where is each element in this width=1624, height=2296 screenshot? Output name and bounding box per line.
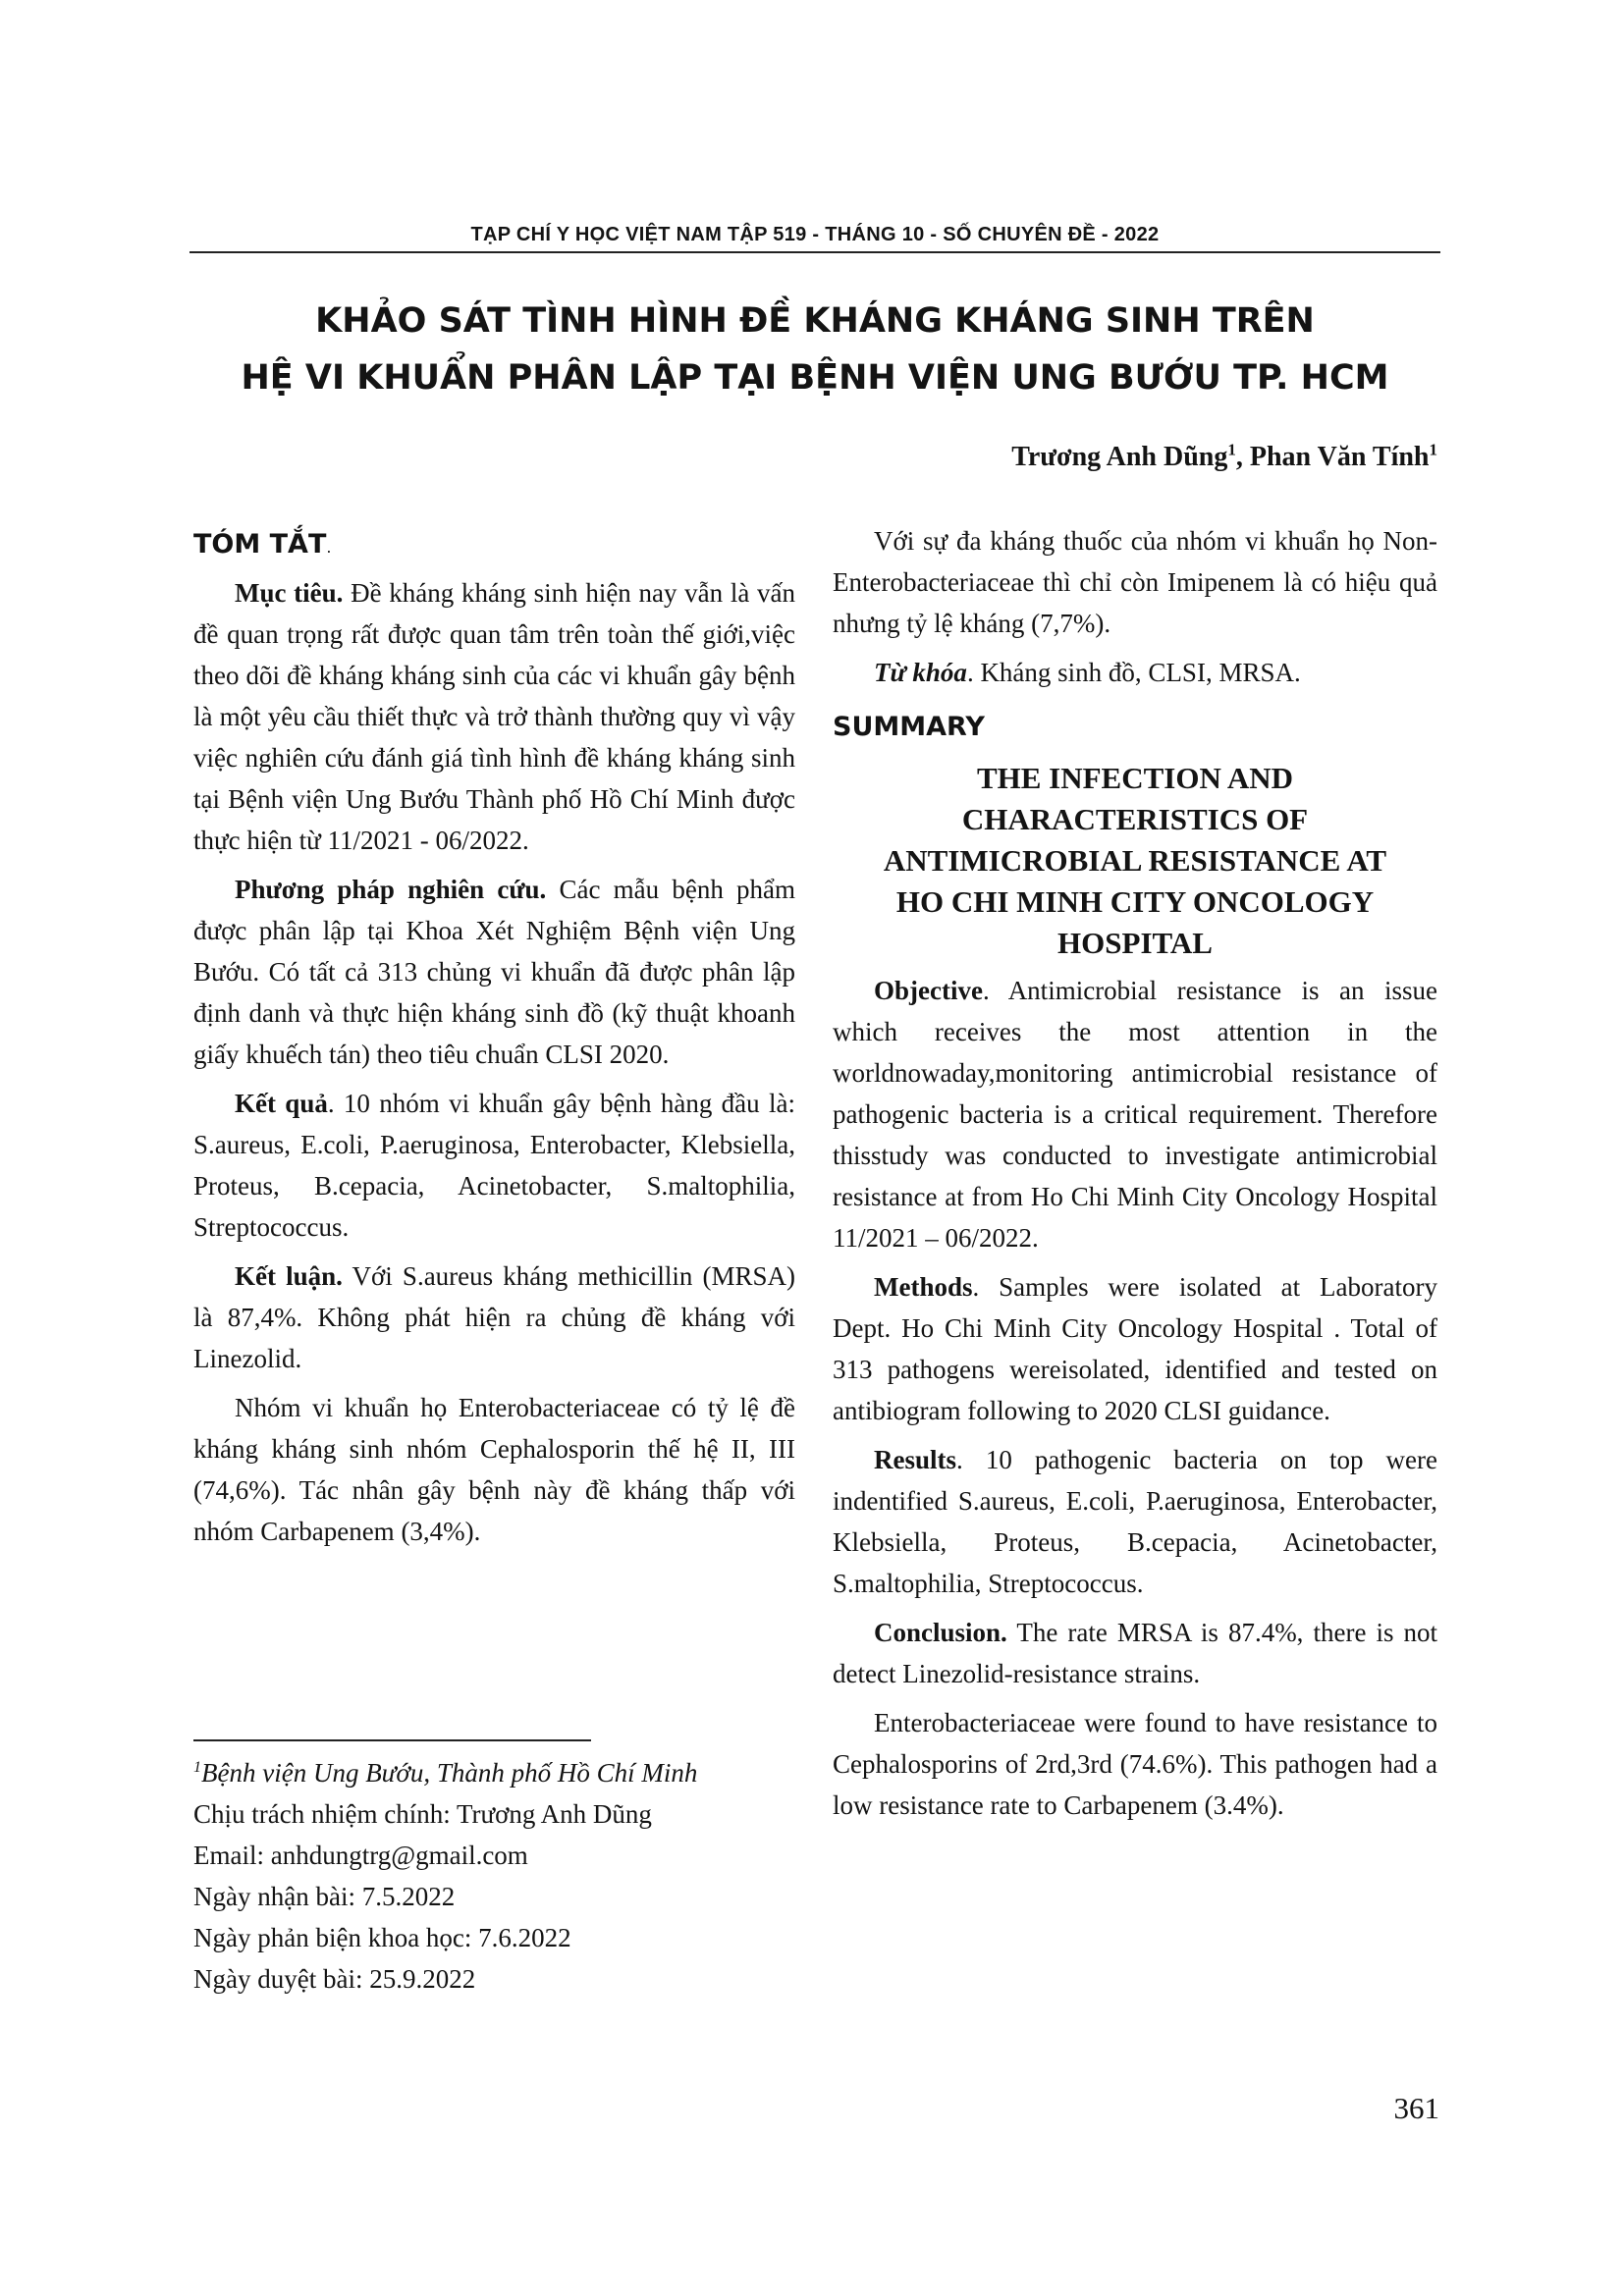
summary-conclusion-text: The rate MRSA is 87.4%, there is not detect Linezolid-resistance strains. xyxy=(833,1618,1437,1688)
right-column xyxy=(833,520,1437,1834)
summary-heading: SUMMARY xyxy=(833,712,985,742)
abstract-heading xyxy=(193,520,795,572)
summary-conclusion xyxy=(833,1612,1437,1694)
abstract-methods-label: Phương pháp nghiên cứu. xyxy=(235,875,547,904)
abstract-non-enterobacteriaceae: Với sự đa kháng thuốc của nhóm vi khuẩn họ Non-Enterobacteriaceae thì chỉ còn Imipenem là có hiệu quả nhưng tỷ lệ kháng (7,7%). xyxy=(833,526,1437,638)
summary-enterobacteriaceae: Enterobacteriaceae were found to have resistance to Cephalosporins of 2rd,3rd (74.6%). This pathogen had a low resistance rate to Carbapenem (3.4%). xyxy=(833,1708,1437,1820)
summary-title xyxy=(833,758,1437,964)
keywords xyxy=(833,652,1437,693)
abstract-objective-label: Mục tiêu. xyxy=(235,578,344,608)
title-line-1: KHẢO SÁT TÌNH HÌNH ĐỀ KHÁNG KHÁNG SINH TRÊN xyxy=(315,301,1315,341)
header-divider xyxy=(189,251,1440,253)
author-1-affiliation: 1 xyxy=(1227,440,1236,459)
abstract-conclusion xyxy=(193,1255,795,1379)
footnote-responsible: Chịu trách nhiệm chính: Trương Anh Dũng xyxy=(193,1799,652,1829)
article-title xyxy=(157,293,1473,406)
summary-title-line-3: ANTIMICROBIAL RESISTANCE AT xyxy=(883,843,1387,878)
summary-methods xyxy=(833,1266,1437,1431)
left-column xyxy=(193,520,795,1560)
abstract-methods xyxy=(193,869,795,1075)
keywords-label: Từ khóa xyxy=(874,658,967,687)
author-separator: , xyxy=(1235,442,1250,472)
abstract-heading-text: TÓM TẮT xyxy=(193,529,327,560)
footnote-affiliation-sup: 1 xyxy=(193,1759,201,1776)
abstract-conclusion-label: Kết luận. xyxy=(235,1261,343,1291)
title-line-2: HỆ VI KHUẨN PHÂN LẬP TẠI BỆNH VIỆN UNG BƯỚU TP. HCM xyxy=(241,358,1389,398)
abstract-methods-text: Các mẫu bệnh phẩm được phân lập tại Khoa Xét Nghiệm Bệnh viện Ung Bướu. Có tất cả 313 chủng vi khuẩn đã được phân lập định danh và thực hiện kháng sinh đồ (kỹ thuật khoanh giấy khuếch tán) theo tiêu chuẩn CLSI 2020. xyxy=(193,875,795,1069)
page-number: 361 xyxy=(1393,2091,1439,2125)
summary-title-line-1: THE INFECTION AND xyxy=(976,761,1294,795)
footnote-email: Email: anhdungtrg@gmail.com xyxy=(193,1841,528,1870)
journal-header: TẠP CHÍ Y HỌC VIỆT NAM TẬP 519 - THÁNG 10 - SỐ CHUYÊN ĐỀ - 2022 xyxy=(470,224,1160,245)
summary-results-text: . 10 pathogenic bacteria on top were indentified S.aureus, E.coli, P.aeruginosa, Enterobacter, Klebsiella, Proteus, B.cepacia, Acinetobacter, S.maltophilia, Streptococcus. xyxy=(833,1445,1437,1598)
summary-objective-label: Objective xyxy=(874,976,983,1005)
abstract-objective xyxy=(193,572,795,861)
footnote-affiliation xyxy=(193,1752,802,1793)
footnote-affiliation-text: Bệnh viện Ung Bướu, Thành phố Hồ Chí Minh xyxy=(201,1758,698,1788)
abstract-objective-text: Đề kháng kháng sinh hiện nay vẫn là vấn đề quan trọng rất được quan tâm trên toàn thế giới,việc theo dõi đề kháng kháng sinh của các vi khuẩn gây bệnh là một yêu cầu thiết thực và trở thành thường quy vì vậy việc nghiên cứu đánh giá tình hình đề kháng kháng sinh tại Bệnh viện Ung Bướu Thành phố Hồ Chí Minh được thực hiện từ 11/2021 - 06/2022. xyxy=(193,578,795,855)
abstract-results-text: . 10 nhóm vi khuẩn gây bệnh hàng đầu là: S.aureus, E.coli, P.aeruginosa, Enterobacter, Klebsiella, Proteus, B.cepacia, Acinetobacter, S.maltophilia, Streptococcus. xyxy=(193,1089,795,1242)
summary-results-label: Results xyxy=(874,1445,957,1474)
author-2-affiliation: 1 xyxy=(1429,440,1437,459)
footnotes xyxy=(193,1752,802,2000)
footnote-approved: Ngày duyệt bài: 25.9.2022 xyxy=(193,1964,476,1994)
author-1: Trương Anh Dũng xyxy=(1011,442,1228,472)
abstract-results-label: Kết quả xyxy=(235,1089,328,1118)
footnote-received: Ngày nhận bài: 7.5.2022 xyxy=(193,1882,456,1911)
footnote-divider xyxy=(193,1739,591,1741)
summary-objective-text: . Antimicrobial resistance is an issue which receives the most attention in the worldnowaday,monitoring antimicrobial resistance of pathogenic bacteria is a critical requirement. Therefore thisstudy was conducted to investigate antimicrobial resistance at from Ho Chi Minh City Oncology Hospital 11/2021 – 06/2022. xyxy=(833,976,1437,1253)
abstract-conclusion-text: Với S.aureus kháng methicillin (MRSA) là 87,4%. Không phát hiện ra chủng đề kháng với Linezolid. xyxy=(193,1261,796,1373)
author-list xyxy=(1011,442,1437,473)
summary-title-line-4: HO CHI MINH CITY ONCOLOGY xyxy=(895,884,1375,919)
summary-title-line-5: HOSPITAL xyxy=(1057,926,1213,960)
footnote-reviewed: Ngày phản biện khoa học: 7.6.2022 xyxy=(193,1923,571,1952)
summary-title-line-2: CHARACTERISTICS OF xyxy=(961,802,1309,836)
summary-results xyxy=(833,1439,1437,1604)
author-2: Phan Văn Tính xyxy=(1249,442,1430,472)
abstract-heading-suffix: . xyxy=(326,538,332,557)
summary-methods-text: . Samples were isolated at Laboratory Dept. Ho Chi Minh City Oncology Hospital . Total of 313 pathogens wereisolated, identified and tested on antibiogram following to 2020 CLSI guidance. xyxy=(833,1272,1437,1425)
abstract-enterobacteriaceae: Nhóm vi khuẩn họ Enterobacteriaceae có tỷ lệ đề kháng kháng sinh nhóm Cephalosporin thế hệ II, III (74,6%). Tác nhân gây bệnh này đề kháng thấp với nhóm Carbapenem (3,4%). xyxy=(193,1393,795,1546)
keywords-text: . Kháng sinh đồ, CLSI, MRSA. xyxy=(966,658,1301,687)
summary-methods-label: Methods xyxy=(874,1272,973,1302)
abstract-results xyxy=(193,1083,795,1248)
summary-conclusion-label: Conclusion. xyxy=(874,1618,1007,1647)
summary-objective xyxy=(833,970,1437,1258)
